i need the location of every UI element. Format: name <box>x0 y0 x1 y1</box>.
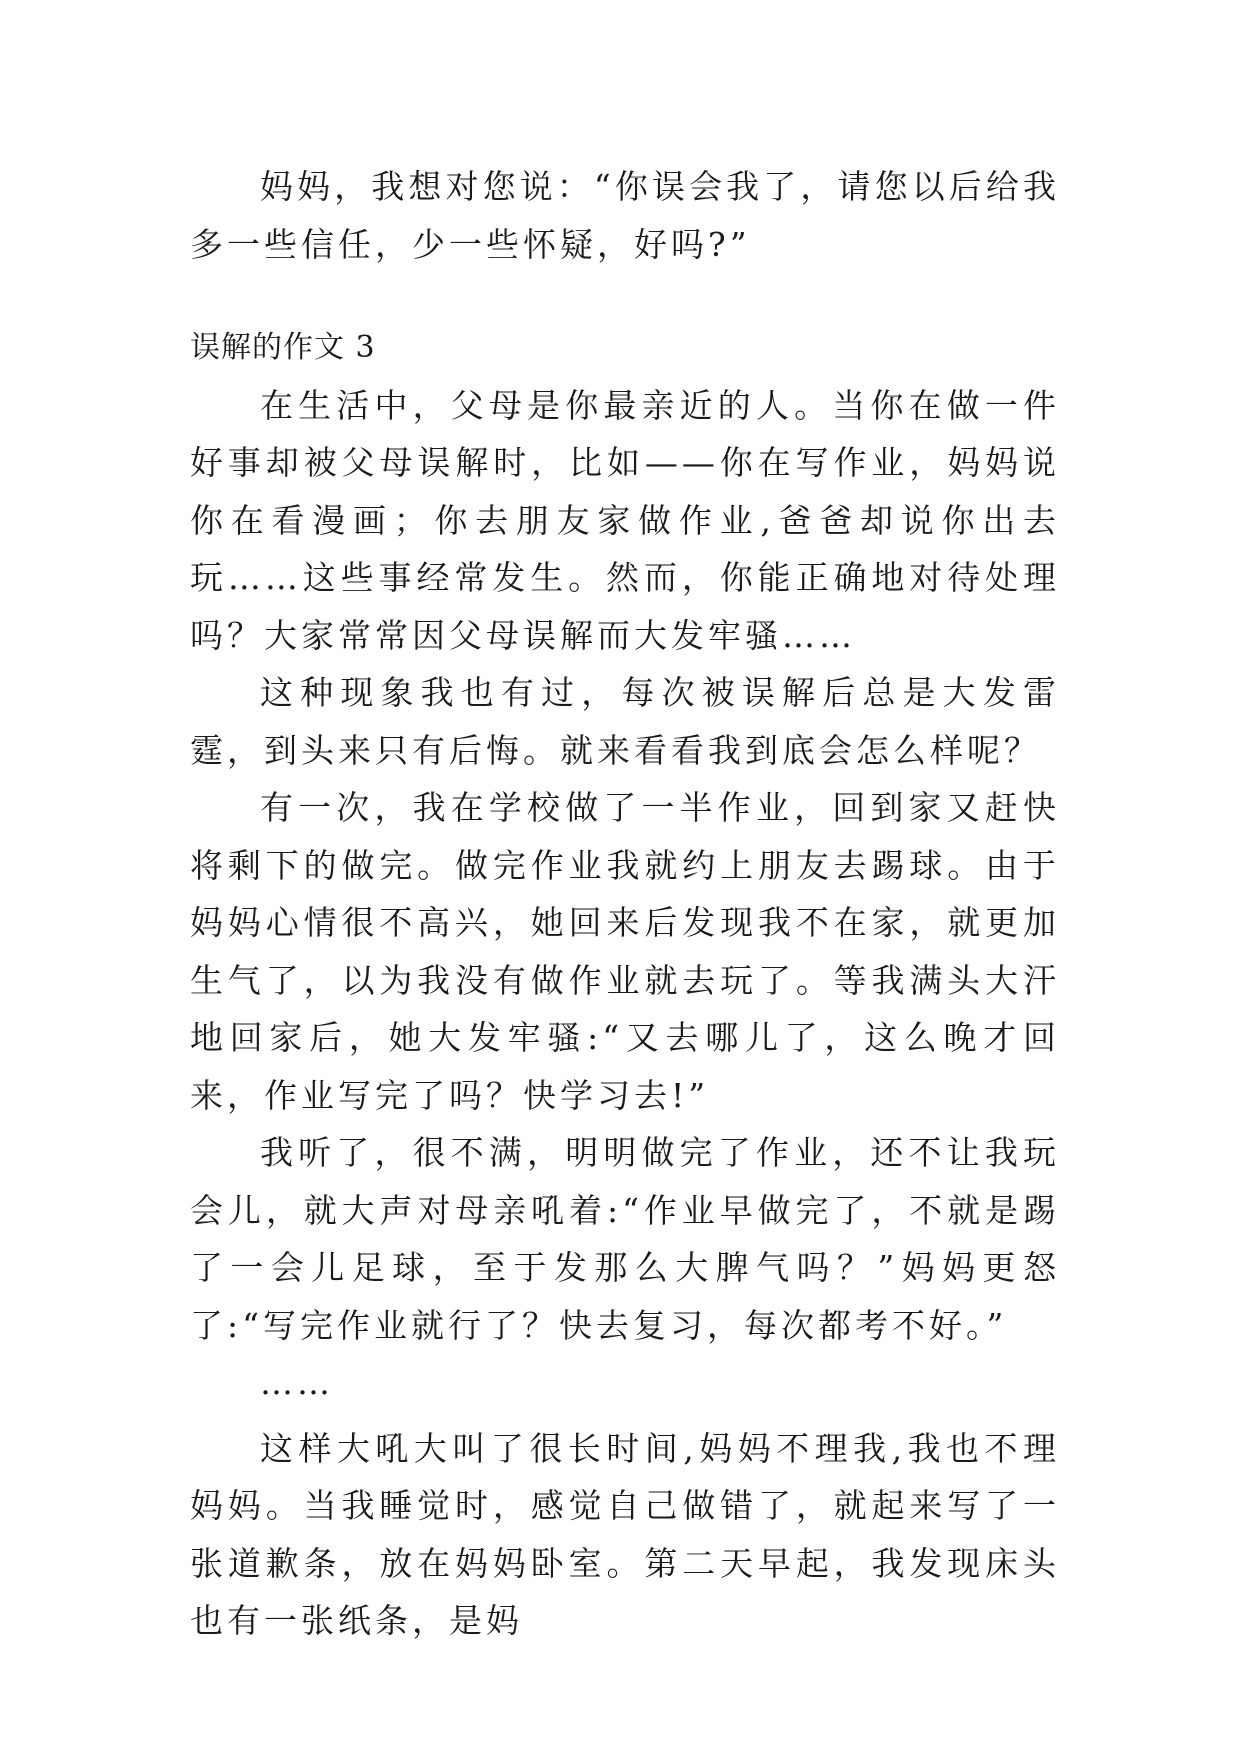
intro-paragraph: 妈妈，我想对您说：“你误会我了，请您以后给我多一些信任，少一些怀疑，好吗?” <box>190 167 1060 264</box>
paragraph-gap <box>190 1412 1060 1420</box>
ellipsis-paragraph: …… <box>260 1363 334 1402</box>
paragraph-2: 这种现象我也有过，每次被误解后总是大发雷霆，到头来只有后悔。就来看看我到底会怎么样呢？ <box>190 673 1060 770</box>
essay-title: 误解的作文 3 <box>190 330 376 365</box>
paragraph-3: 有一次，我在学校做了一半作业，回到家又赶快将剩下的做完。做完作业我就约上朋友去踢球。由于妈妈心情很不高兴，她回来后发现我不在家，就更加生气了，以为我没有做作业就去玩了。等我满头大汗地回家后，她大发牢骚:“又去哪儿了，这么晚才回来，作业写完了吗？快学习去!” <box>190 788 1060 1115</box>
paragraph-5: 这样大吼大叫了很长时间,妈妈不理我,我也不理妈妈。当我睡觉时，感觉自己做错了，就起来写了一张道歉条，放在妈妈卧室。第二天早起，我发现床头也有一张纸条，是妈 <box>190 1428 1060 1640</box>
paragraph-4: 我听了，很不满，明明做完了作业，还不让我玩会儿，就大声对母亲吼着:“作业早做完了，不就是踢了一会儿足球，至于发那么大脾气吗？”妈妈更怒了:“写完作业就行了？快去复习，每次都考不好。” <box>190 1133 1060 1345</box>
document-body <box>190 158 1060 1650</box>
section-gap <box>190 273 1060 319</box>
paragraph-1: 在生活中，父母是你最亲近的人。当你在做一件好事却被父母误解时，比如——你在写作业，妈妈说你在看漫画；你去朋友家做作业,爸爸却说你出去玩……这些事经常发生。然而，你能正确地对待处理吗？大家常常因父母误解而大发牢骚…… <box>190 385 1060 655</box>
